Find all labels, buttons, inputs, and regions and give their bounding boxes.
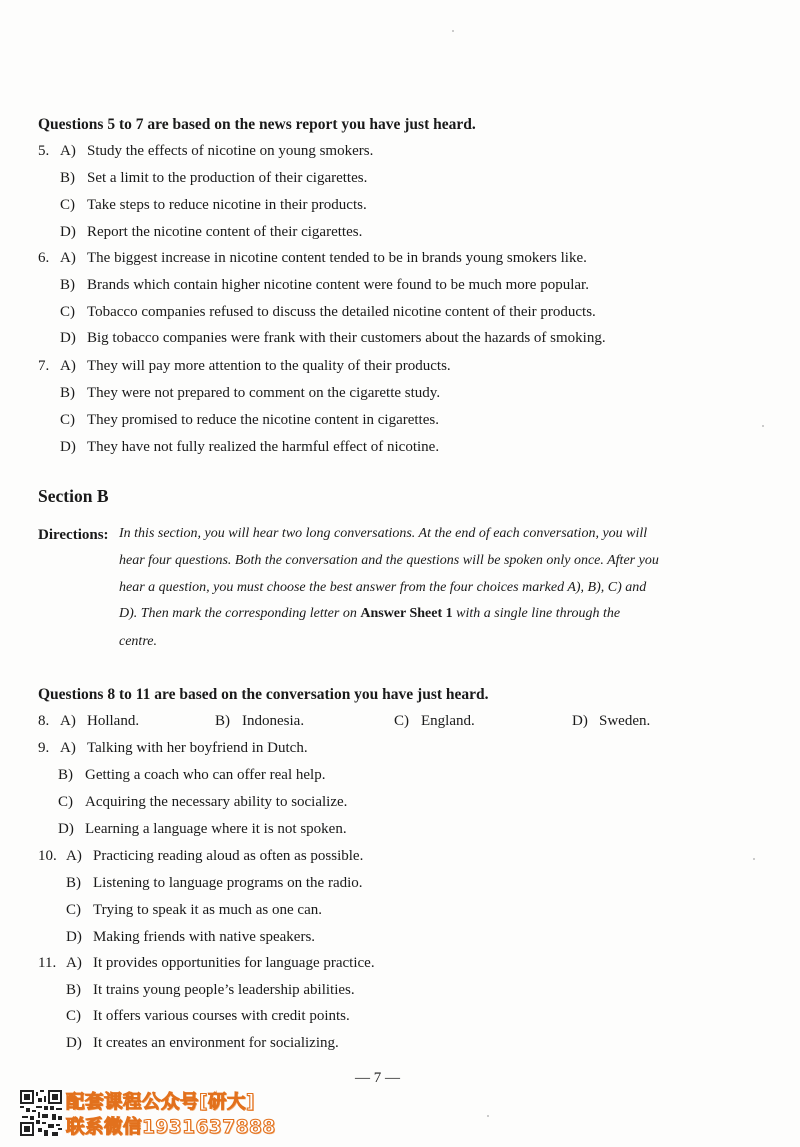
- directions-line-1: In this section, you will hear two long conversations. At the end of each conversation, you will: [119, 526, 648, 541]
- question-7-option-b: [60, 385, 440, 402]
- question-10-option-d: [66, 929, 315, 946]
- option-letter: D): [58, 821, 74, 837]
- watermark-line-2: 联系微信1931637888: [66, 1117, 276, 1138]
- option-text: They promised to reduce the nicotine content in cigarettes.: [87, 412, 439, 428]
- question-5-option-d: [60, 224, 362, 241]
- option-text: Big tobacco companies were frank with their customers about the hazards of smoking.: [87, 330, 606, 346]
- question-9-option-d: [58, 821, 347, 838]
- option-text: Indonesia.: [242, 713, 305, 729]
- option-letter: C): [58, 794, 73, 810]
- option-letter: A): [60, 713, 76, 729]
- section-title: Section B: [38, 486, 109, 506]
- question-number: 7.: [38, 358, 50, 374]
- option-letter: A): [60, 358, 76, 374]
- option-text: It provides opportunities for language practice.: [93, 955, 375, 971]
- option-letter: A): [60, 740, 76, 756]
- option-text: They were not prepared to comment on the cigarette study.: [87, 385, 441, 401]
- option-text: Tobacco companies refused to discuss the detailed nicotine content of their products.: [87, 304, 596, 320]
- question-10-option-c: [66, 902, 322, 919]
- option-letter: A): [60, 143, 76, 159]
- question-8-option-b: [215, 713, 304, 730]
- scan-speck: [762, 425, 764, 427]
- option-letter: B): [60, 385, 75, 401]
- question-6-option-a: [38, 250, 587, 267]
- question-number: 5.: [38, 143, 50, 159]
- question-number: 9.: [38, 740, 50, 756]
- option-letter: B): [66, 982, 81, 998]
- scan-speck: [753, 858, 755, 860]
- option-text: Acquiring the necessary ability to socialize.: [85, 794, 348, 810]
- option-letter: D): [66, 1035, 82, 1051]
- option-text: It offers various courses with credit points.: [93, 1008, 350, 1024]
- question-11-option-c: [66, 1008, 350, 1025]
- question-7-option-d: [60, 439, 439, 456]
- option-letter: B): [66, 875, 81, 891]
- scan-speck: [452, 30, 454, 32]
- option-text: Set a limit to the production of their cigarettes.: [87, 170, 368, 186]
- option-text: Take steps to reduce nicotine in their products.: [87, 197, 367, 213]
- directions-text: with a single line through the: [456, 606, 621, 621]
- option-text: Sweden.: [599, 713, 651, 729]
- option-text: Brands which contain higher nicotine content were found to be much more popular.: [87, 277, 589, 293]
- option-text: Study the effects of nicotine on young smokers.: [87, 143, 374, 159]
- question-11-option-b: [66, 982, 355, 999]
- option-letter: B): [60, 277, 75, 293]
- question-10-option-b: [66, 875, 363, 892]
- question-8-option-c: [394, 713, 475, 730]
- option-text: Listening to language programs on the radio.: [93, 875, 363, 891]
- option-letter: D): [572, 713, 588, 729]
- question-9-option-b: [58, 767, 325, 784]
- directions-line-3: hear a question, you must choose the best answer from the four choices marked A), B), C) and: [119, 580, 647, 595]
- option-text: Practicing reading aloud as often as possible.: [93, 848, 364, 864]
- option-text: England.: [421, 713, 475, 729]
- question-11-option-d: [66, 1035, 339, 1052]
- question-6-option-b: [60, 277, 589, 294]
- answer-sheet-reference: Answer Sheet 1: [360, 606, 453, 621]
- option-letter: B): [58, 767, 73, 783]
- option-text: Report the nicotine content of their cigarettes.: [87, 224, 363, 240]
- option-letter: D): [60, 439, 76, 455]
- option-letter: B): [60, 170, 75, 186]
- option-text: Holland.: [87, 713, 140, 729]
- option-letter: C): [60, 412, 75, 428]
- question-5-option-c: [60, 197, 367, 214]
- question-5-option-b: [60, 170, 367, 187]
- option-text: Getting a coach who can offer real help.: [85, 767, 326, 783]
- option-letter: D): [66, 929, 82, 945]
- directions-line-4: [119, 606, 620, 622]
- option-letter: C): [60, 197, 75, 213]
- question-6-option-c: [60, 304, 596, 321]
- option-text: They have not fully realized the harmful effect of nicotine.: [87, 439, 440, 455]
- option-text: Learning a language where it is not spoken.: [85, 821, 347, 837]
- question-8-option-a: [60, 713, 139, 730]
- option-text: It trains young people’s leadership abilities.: [93, 982, 355, 998]
- option-letter: C): [60, 304, 75, 320]
- question-11-option-a: [38, 955, 375, 972]
- option-text: The biggest increase in nicotine content tended to be in brands young smokers like.: [87, 250, 587, 266]
- question-9-option-c: [58, 794, 347, 811]
- question-10-option-a: [38, 848, 363, 865]
- directions-text: D). Then mark the corresponding letter on: [119, 606, 357, 621]
- option-letter: D): [60, 330, 76, 346]
- directions-line-2: hear four questions. Both the conversation and the questions will be spoken only once. After you: [119, 553, 659, 568]
- question-6-option-d: [60, 330, 606, 347]
- option-letter: A): [66, 955, 82, 971]
- option-letter: A): [60, 250, 76, 266]
- question-number: 11.: [38, 955, 57, 971]
- option-letter: D): [60, 224, 76, 240]
- option-text: Talking with her boyfriend in Dutch.: [87, 740, 308, 756]
- question-5-option-a: [38, 143, 373, 160]
- question-number: 6.: [38, 250, 50, 266]
- watermark-line-1: 配套课程公众号[研大]: [66, 1092, 255, 1113]
- question-9-option-a: [38, 740, 308, 757]
- questions-8-11-heading: Questions 8 to 11 are based on the conversation you have just heard.: [38, 686, 489, 703]
- questions-5-7-heading: Questions 5 to 7 are based on the news report you have just heard.: [38, 116, 476, 133]
- option-text: It creates an environment for socializing.: [93, 1035, 339, 1051]
- question-8-option-d: [572, 713, 650, 730]
- directions-label: Directions:: [38, 527, 109, 543]
- page-number: — 7 —: [355, 1070, 400, 1086]
- option-letter: C): [66, 1008, 81, 1024]
- question-number: 10.: [38, 848, 57, 864]
- option-letter: B): [215, 713, 230, 729]
- directions-line-5: centre.: [119, 634, 157, 649]
- option-text: They will pay more attention to the quality of their products.: [87, 358, 451, 374]
- scan-speck: [487, 1115, 489, 1117]
- option-text: Trying to speak it as much as one can.: [93, 902, 322, 918]
- option-letter: C): [394, 713, 409, 729]
- question-8-number: 8.: [38, 713, 50, 729]
- option-letter: C): [66, 902, 81, 918]
- qr-code-icon: [20, 1090, 62, 1136]
- question-7-option-a: [38, 358, 451, 375]
- question-7-option-c: [60, 412, 439, 429]
- option-text: Making friends with native speakers.: [93, 929, 316, 945]
- option-letter: A): [66, 848, 82, 864]
